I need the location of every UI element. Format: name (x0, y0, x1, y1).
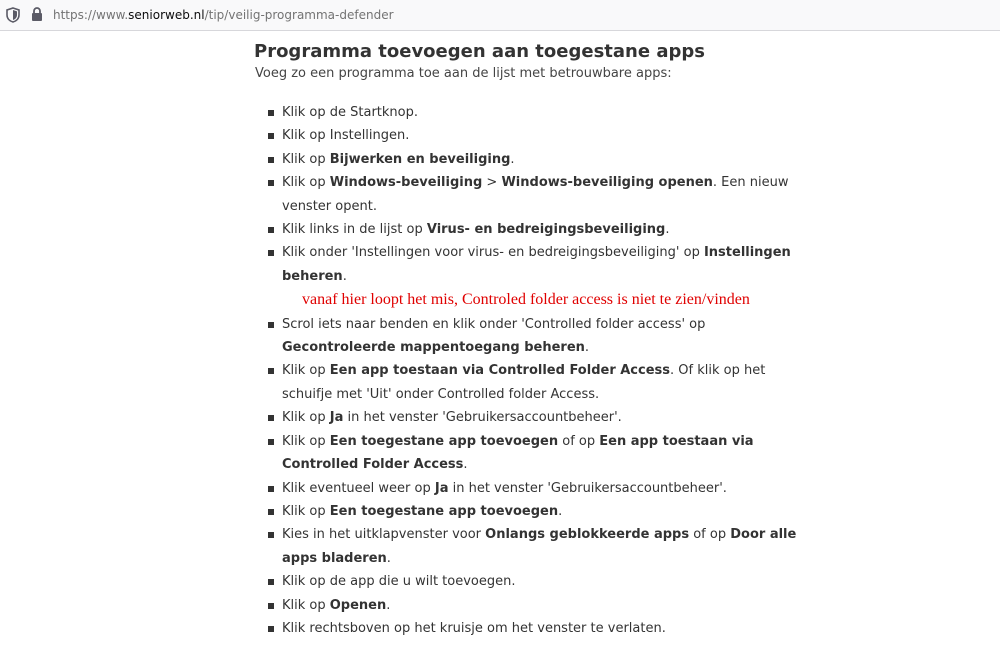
step-text: Klik eventueel weer op (282, 480, 435, 496)
step-text: Scrol iets naar benden en klik onder 'Controlled folder access' op (282, 316, 706, 332)
step-bold: Door alle apps bladeren (282, 527, 797, 566)
list-item-instellingen-beheren (268, 241, 808, 312)
step-text: . (584, 340, 590, 356)
step-bold: Ja (329, 410, 344, 426)
annotation-note: vanaf hier loopt het mis, Controled folder access is niet te zien/vinden (302, 291, 750, 309)
step-text: Klik op de Startknop. (282, 105, 418, 120)
step-text: . (342, 268, 347, 284)
step-text: Klik links in de lijst op (282, 222, 427, 238)
step-text: in het venster 'Gebruikersaccountbeheer'. (448, 480, 727, 496)
bullet-icon (268, 110, 274, 116)
list-item-windows-beveiliging (268, 171, 808, 218)
step-text: . (665, 222, 670, 238)
bullet-icon (268, 322, 274, 328)
step-text: of op (689, 527, 731, 543)
list-item-startknop (268, 101, 808, 124)
bullet-icon (268, 415, 274, 421)
bullet-icon (268, 250, 274, 256)
step-text: . (386, 550, 391, 566)
step-text: . (463, 457, 468, 473)
url-text[interactable] (53, 8, 394, 22)
step-bold: Onlangs geblokkeerde apps (485, 527, 690, 543)
list-item-ja (268, 406, 808, 429)
list-item-app-toestaan (268, 359, 808, 406)
step-text: . Een nieuw venster opent. (282, 175, 789, 214)
list-item-app-kiezen (268, 570, 808, 593)
url-scheme: https://www. (53, 8, 129, 22)
step-text: . (558, 503, 563, 519)
step-text: . (510, 151, 515, 167)
step-text: Klik rechtsboven op het kruisje om het venster te verlaten. (282, 620, 666, 636)
step-bold: Ja (434, 480, 449, 496)
step-text: Klik op Instellingen. (282, 128, 410, 144)
step-text: Klik op (282, 410, 330, 426)
bullet-icon (268, 180, 274, 186)
step-bold: Openen (329, 597, 387, 613)
list-item-virus-beveiliging (268, 218, 808, 241)
bullet-icon (268, 157, 274, 163)
address-bar[interactable] (0, 0, 1000, 31)
step-bold: Een toegestane app toevoegen (329, 503, 559, 519)
tracking-shield-icon[interactable] (6, 7, 20, 23)
step-bold: Een toegestane app toevoegen (329, 433, 559, 449)
step-text: Kies in het uitklapvenster voor (282, 527, 486, 543)
step-bold: Instellingen beheren (282, 245, 791, 284)
url-domain: seniorweb.nl (128, 8, 205, 22)
step-text: Klik op de app die u wilt toevoegen. (282, 574, 516, 590)
step-bold: Virus- en bedreigingsbeveiliging (426, 222, 666, 238)
step-bold: Een app toestaan via Controlled Folder Access (329, 363, 671, 379)
bullet-icon (268, 133, 274, 139)
step-text: of op (558, 433, 600, 449)
bullet-icon (268, 626, 274, 632)
list-item-app-toevoegen-of (268, 430, 808, 477)
list-item-app-toevoegen (268, 500, 808, 523)
step-text: in het venster 'Gebruikersaccountbeheer'. (343, 410, 622, 426)
step-text: Klik op (282, 151, 330, 167)
list-item-kruisje (268, 617, 808, 640)
section-intro: Voeg zo een programma toe aan de lijst met betrouwbare apps: (255, 66, 672, 81)
list-item-openen (268, 594, 808, 617)
step-text: . Of klik op het schuifje met 'Uit' onder Controlled folder Access. (282, 363, 766, 402)
step-bold: Gecontroleerde mappentoegang beheren (282, 340, 585, 356)
step-text: Klik op (282, 433, 330, 449)
step-text: > (482, 175, 502, 191)
step-text: Klik op (282, 363, 330, 379)
list-item-instellingen (268, 124, 808, 147)
list-item-bijwerken (268, 148, 808, 171)
url-path: /tip/veilig-programma-defender (204, 8, 394, 22)
bullet-icon (268, 227, 274, 233)
bullet-icon (268, 368, 274, 374)
steps-list (268, 101, 808, 640)
step-text: Klik onder 'Instellingen voor virus- en bedreigingsbeveiliging' op (282, 245, 704, 261)
list-item-mappentoegang (268, 313, 808, 360)
step-text: Klik op (282, 503, 330, 519)
list-item-ja-eventueel (268, 477, 808, 500)
bullet-icon (268, 439, 274, 445)
step-bold: Een app toestaan via Controlled Folder Access (282, 433, 754, 473)
bullet-icon (268, 509, 274, 515)
bullet-icon (268, 579, 274, 585)
step-bold: Bijwerken en beveiliging (329, 151, 511, 167)
bullet-icon (268, 486, 274, 492)
step-text: Klik op (282, 175, 330, 191)
lock-icon[interactable] (31, 7, 43, 22)
step-bold: Windows-beveiliging openen (501, 175, 713, 191)
section-title: Programma toevoegen aan toegestane apps (254, 41, 705, 62)
step-text: . (386, 597, 391, 613)
list-item-uitklapvenster (268, 523, 808, 570)
bullet-icon (268, 603, 274, 609)
step-text: Klik op (282, 597, 330, 613)
bullet-icon (268, 532, 274, 538)
step-bold: Windows-beveiliging (329, 175, 483, 191)
